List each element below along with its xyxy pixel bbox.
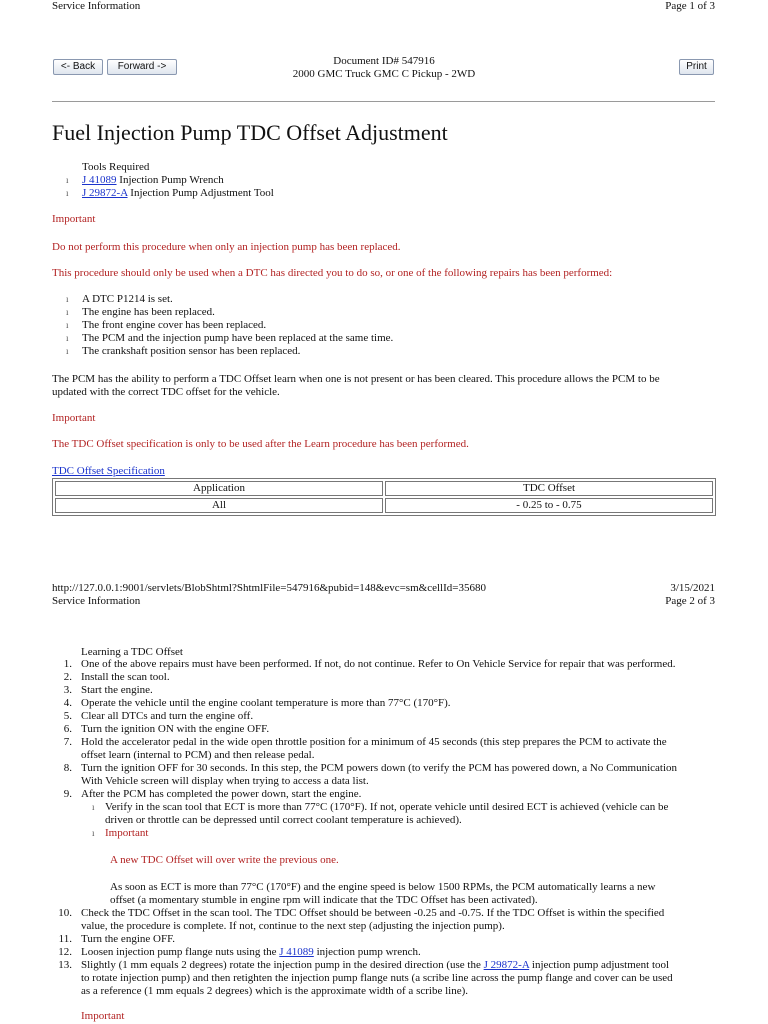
page2-header-right: Page 2 of 3 [665,595,715,607]
tool-desc: Injection Pump Adjustment Tool [127,187,274,199]
bullet-icon: ı [66,175,69,185]
back-button[interactable]: <- Back [53,59,103,75]
step9-paragraph: As soon as ECT is more than 77°C (170°F) and the engine speed is below 1500 RPMs, the PCM automatically learns a new offset (a momentary stumble in engine rpm will indicate that the TDC Offset has been activated). [110,881,656,906]
table-cell: - 0.25 to - 0.75 [385,498,713,513]
step-item: 4. Operate the vehicle until the engine coolant temperature is more than 77°C (170°F). [63,697,451,709]
list-item: ı The PCM and the injection pump have been replaced at the same time. [66,332,394,344]
page-title: Fuel Injection Pump TDC Offset Adjustment [52,120,448,145]
step-item: 11. Turn the engine OFF. [58,933,176,945]
tool-item [66,174,274,187]
warning-text: Do not perform this procedure when only an injection pump has been replaced. [52,241,401,253]
steps-list [52,658,716,998]
bullet-icon: ı [66,307,69,317]
step-item: 8. Turn the ignition OFF for 30 seconds. In this step, the PCM powers down (to verify the PCM has powered down, a No Communication With Vehicle screen will display when trying to access a data list. [63,762,677,787]
table-header-cell: TDC Offset [385,481,713,496]
bullet-icon: ı [92,828,95,838]
list-item: ı The front engine cover has been replaced. [66,319,267,331]
bullet-icon: ı [92,802,95,812]
learning-heading: Learning a TDC Offset [81,646,183,658]
forward-button[interactable]: Forward -> [107,59,177,75]
table-cell: All [55,498,383,513]
sub-item: ı Verify in the scan tool that ECT is more than 77°C (170°F). If not, operate vehicle until desired ECT is achieved (vehicle can be driven or throttle can be depressed until correct coolant temperature is achieved). [92,801,669,826]
list-item: ı A DTC P1214 is set. [66,293,173,305]
step-item: 13. Slightly (1 mm equals 2 degrees) rotate the injection pump in the desired direction (use the J 29872-A injection pump adjustment tool to rotate injection pump) and then retighten the injection pump flange nuts (a scribe line across the pump flange and cover can be used as a reference (1 mm equals 2 degrees) which is the approximate width of a scribe line). [58,959,673,997]
document-id: Document ID# 547916 [333,55,435,67]
repairs-list [66,293,393,358]
bullet-icon: ı [66,188,69,198]
step-item: 6. Turn the ignition ON with the engine OFF. [63,723,270,735]
vehicle-info: 2000 GMC Truck GMC C Pickup - 2WD [292,68,476,80]
bullet-icon: ı [66,346,69,356]
page1-header-right: Page 1 of 3 [665,0,715,12]
footer-url: http://127.0.0.1:9001/servlets/BlobShtml?ShtmlFile=547916&pubid=148&evc=sm&cellId=35680 [52,582,486,594]
spec-title-link[interactable]: TDC Offset Specification [52,465,165,477]
tool-link-j41089[interactable]: J 41089 [279,946,314,958]
step-item: 7. Hold the accelerator pedal in the wide open throttle position for a minimum of 45 seconds (this step prepares the PCM to activate the offset learn (internal to PCM) and then release pedal. [63,736,667,761]
important-label: Important [52,412,96,424]
step-item: 2. Install the scan tool. [63,671,170,683]
page1-header-left: Service Information [52,0,141,12]
list-item: ı The crankshaft position sensor has been replaced. [66,345,301,357]
pcm-paragraph: updated with the correct TDC offset for the vehicle. [52,386,280,398]
footer-date: 3/15/2021 [670,582,715,594]
table-header-row [55,481,713,496]
divider [52,101,715,102]
sub-item-important: ı Important [92,827,149,839]
step-item: 1. One of the above repairs must have been performed. If not, do not continue. Refer to On Vehicle Service for repair that was performed. [63,658,676,670]
warning-text: This procedure should only be used when a DTC has directed you to do so, or one of the following repairs has been performed: [52,267,613,279]
spec-table [52,478,716,516]
tool-desc: Injection Pump Wrench [116,174,224,186]
step-item: 5. Clear all DTCs and turn the engine off. [63,710,254,722]
step-item: 10. Check the TDC Offset in the scan tool. The TDC Offset should be between -0.25 and -0.75. If the TDC Offset is within the specified value, the procedure is complete. If not, continue to the next step (adjusting the injection pump). [58,907,665,932]
warning-text: The TDC Offset specification is only to be used after the Learn procedure has been performed. [52,438,469,450]
tool-link-j29872a[interactable]: J 29872-A [82,187,128,199]
step-item: 12. Loosen injection pump flange nuts using the J 41089 injection pump wrench. [58,946,421,958]
tool-link-j29872a[interactable]: J 29872-A [483,959,530,971]
tool-item [66,187,274,200]
tools-list [66,174,274,200]
warning-text: A new TDC Offset will over write the previous one. [110,854,339,866]
bullet-icon: ı [66,320,69,330]
step-item: 3. Start the engine. [63,684,153,696]
important-label: Important [81,1010,125,1022]
print-button[interactable]: Print [679,59,714,75]
tool-link-j41089[interactable]: J 41089 [82,174,117,186]
important-label: Important [52,213,96,225]
table-header-cell: Application [55,481,383,496]
list-item: ı The engine has been replaced. [66,306,215,318]
pcm-paragraph: The PCM has the ability to perform a TDC Offset learn when one is not present or has been cleared. This procedure allows the PCM to be [52,373,660,385]
page2-header-left: Service Information [52,595,141,607]
bullet-icon: ı [66,294,69,304]
bullet-icon: ı [66,333,69,343]
tools-heading: Tools Required [82,161,150,173]
step-item: 9. After the PCM has completed the power down, start the engine. ı Verify in the scan tool that ECT is more than 77°C (170°F). If not, operate vehicle until desired ECT is achieved (vehicle can be driven or throttle can be depressed until correct coolant temperature is achieved). ı Important A new TDC Offset will over write the previous one. As soon as ECT is more than 77°C (170°F) and the engine speed is below 1500 RPMs, the PCM automatically learns a new offset (a momentary stumble in engine rpm will indicate that the TDC Offset has been activated). [52,788,716,907]
table-row [55,498,713,513]
